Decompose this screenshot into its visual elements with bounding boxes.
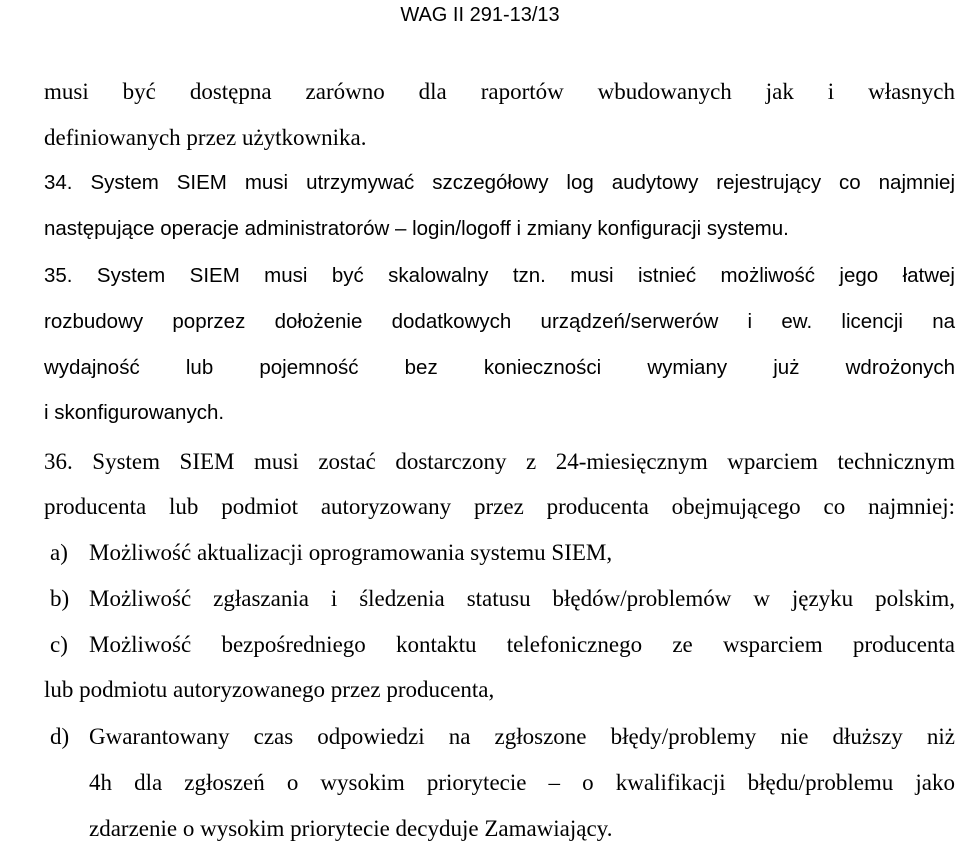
- sublist-item-d-continued: zdarzenie o wysokim priorytecie decyduje Zamawiający.: [89, 816, 613, 841]
- sublist-label-b: b): [50, 586, 70, 611]
- sublist-item-d: Gwarantowany czas odpowiedzi na zgłoszone błędy/problemy nie dłuższy niż: [89, 724, 955, 749]
- paragraph-line: musi być dostępna zarówno dla raportów wbudowanych jak i własnych: [44, 79, 955, 104]
- sublist-label-c: c): [50, 632, 68, 657]
- sublist-item-a: Możliwość aktualizacji oprogramowania systemu SIEM,: [89, 540, 613, 565]
- list-item-34-line: następujące operacje administratorów – login/logoff i zmiany konfiguracji systemu.: [44, 217, 789, 240]
- sublist-label-d: d): [50, 724, 70, 749]
- list-item-35-line: wydajność lub pojemność bez konieczności wymiany już wdrożonych: [44, 356, 955, 379]
- list-item-36-line: producenta lub podmiot autoryzowany przez producenta obejmującego co najmniej:: [44, 494, 955, 519]
- sublist-item-c-continued: lub podmiotu autoryzowanego przez producenta,: [44, 677, 495, 702]
- list-item-35-line: i skonfigurowanych.: [44, 401, 225, 424]
- list-item-36-line: 36. System SIEM musi zostać dostarczony z 24-miesięcznym wparciem technicznym: [44, 449, 955, 474]
- page-header-title: WAG II 291-13/13: [400, 4, 560, 26]
- list-item-35-line: 35. System SIEM musi być skalowalny tzn. musi istnieć możliwość jego łatwej: [44, 264, 955, 287]
- sublist-item-d-continued: 4h dla zgłoszeń o wysokim priorytecie – o kwalifikacji błędu/problemu jako: [89, 770, 955, 795]
- sublist-item-b: Możliwość zgłaszania i śledzenia statusu błędów/problemów w języku polskim,: [89, 586, 955, 611]
- sublist-item-c: Możliwość bezpośredniego kontaktu telefonicznego ze wsparciem producenta: [89, 632, 955, 657]
- list-item-34-line: 34. System SIEM musi utrzymywać szczegółowy log audytowy rejestrujący co najmniej: [44, 171, 955, 194]
- sublist-label-a: a): [50, 540, 68, 565]
- paragraph-line: definiowanych przez użytkownika.: [44, 125, 367, 150]
- list-item-35-line: rozbudowy poprzez dołożenie dodatkowych urządzeń/serwerów i ew. licencji na: [44, 310, 955, 333]
